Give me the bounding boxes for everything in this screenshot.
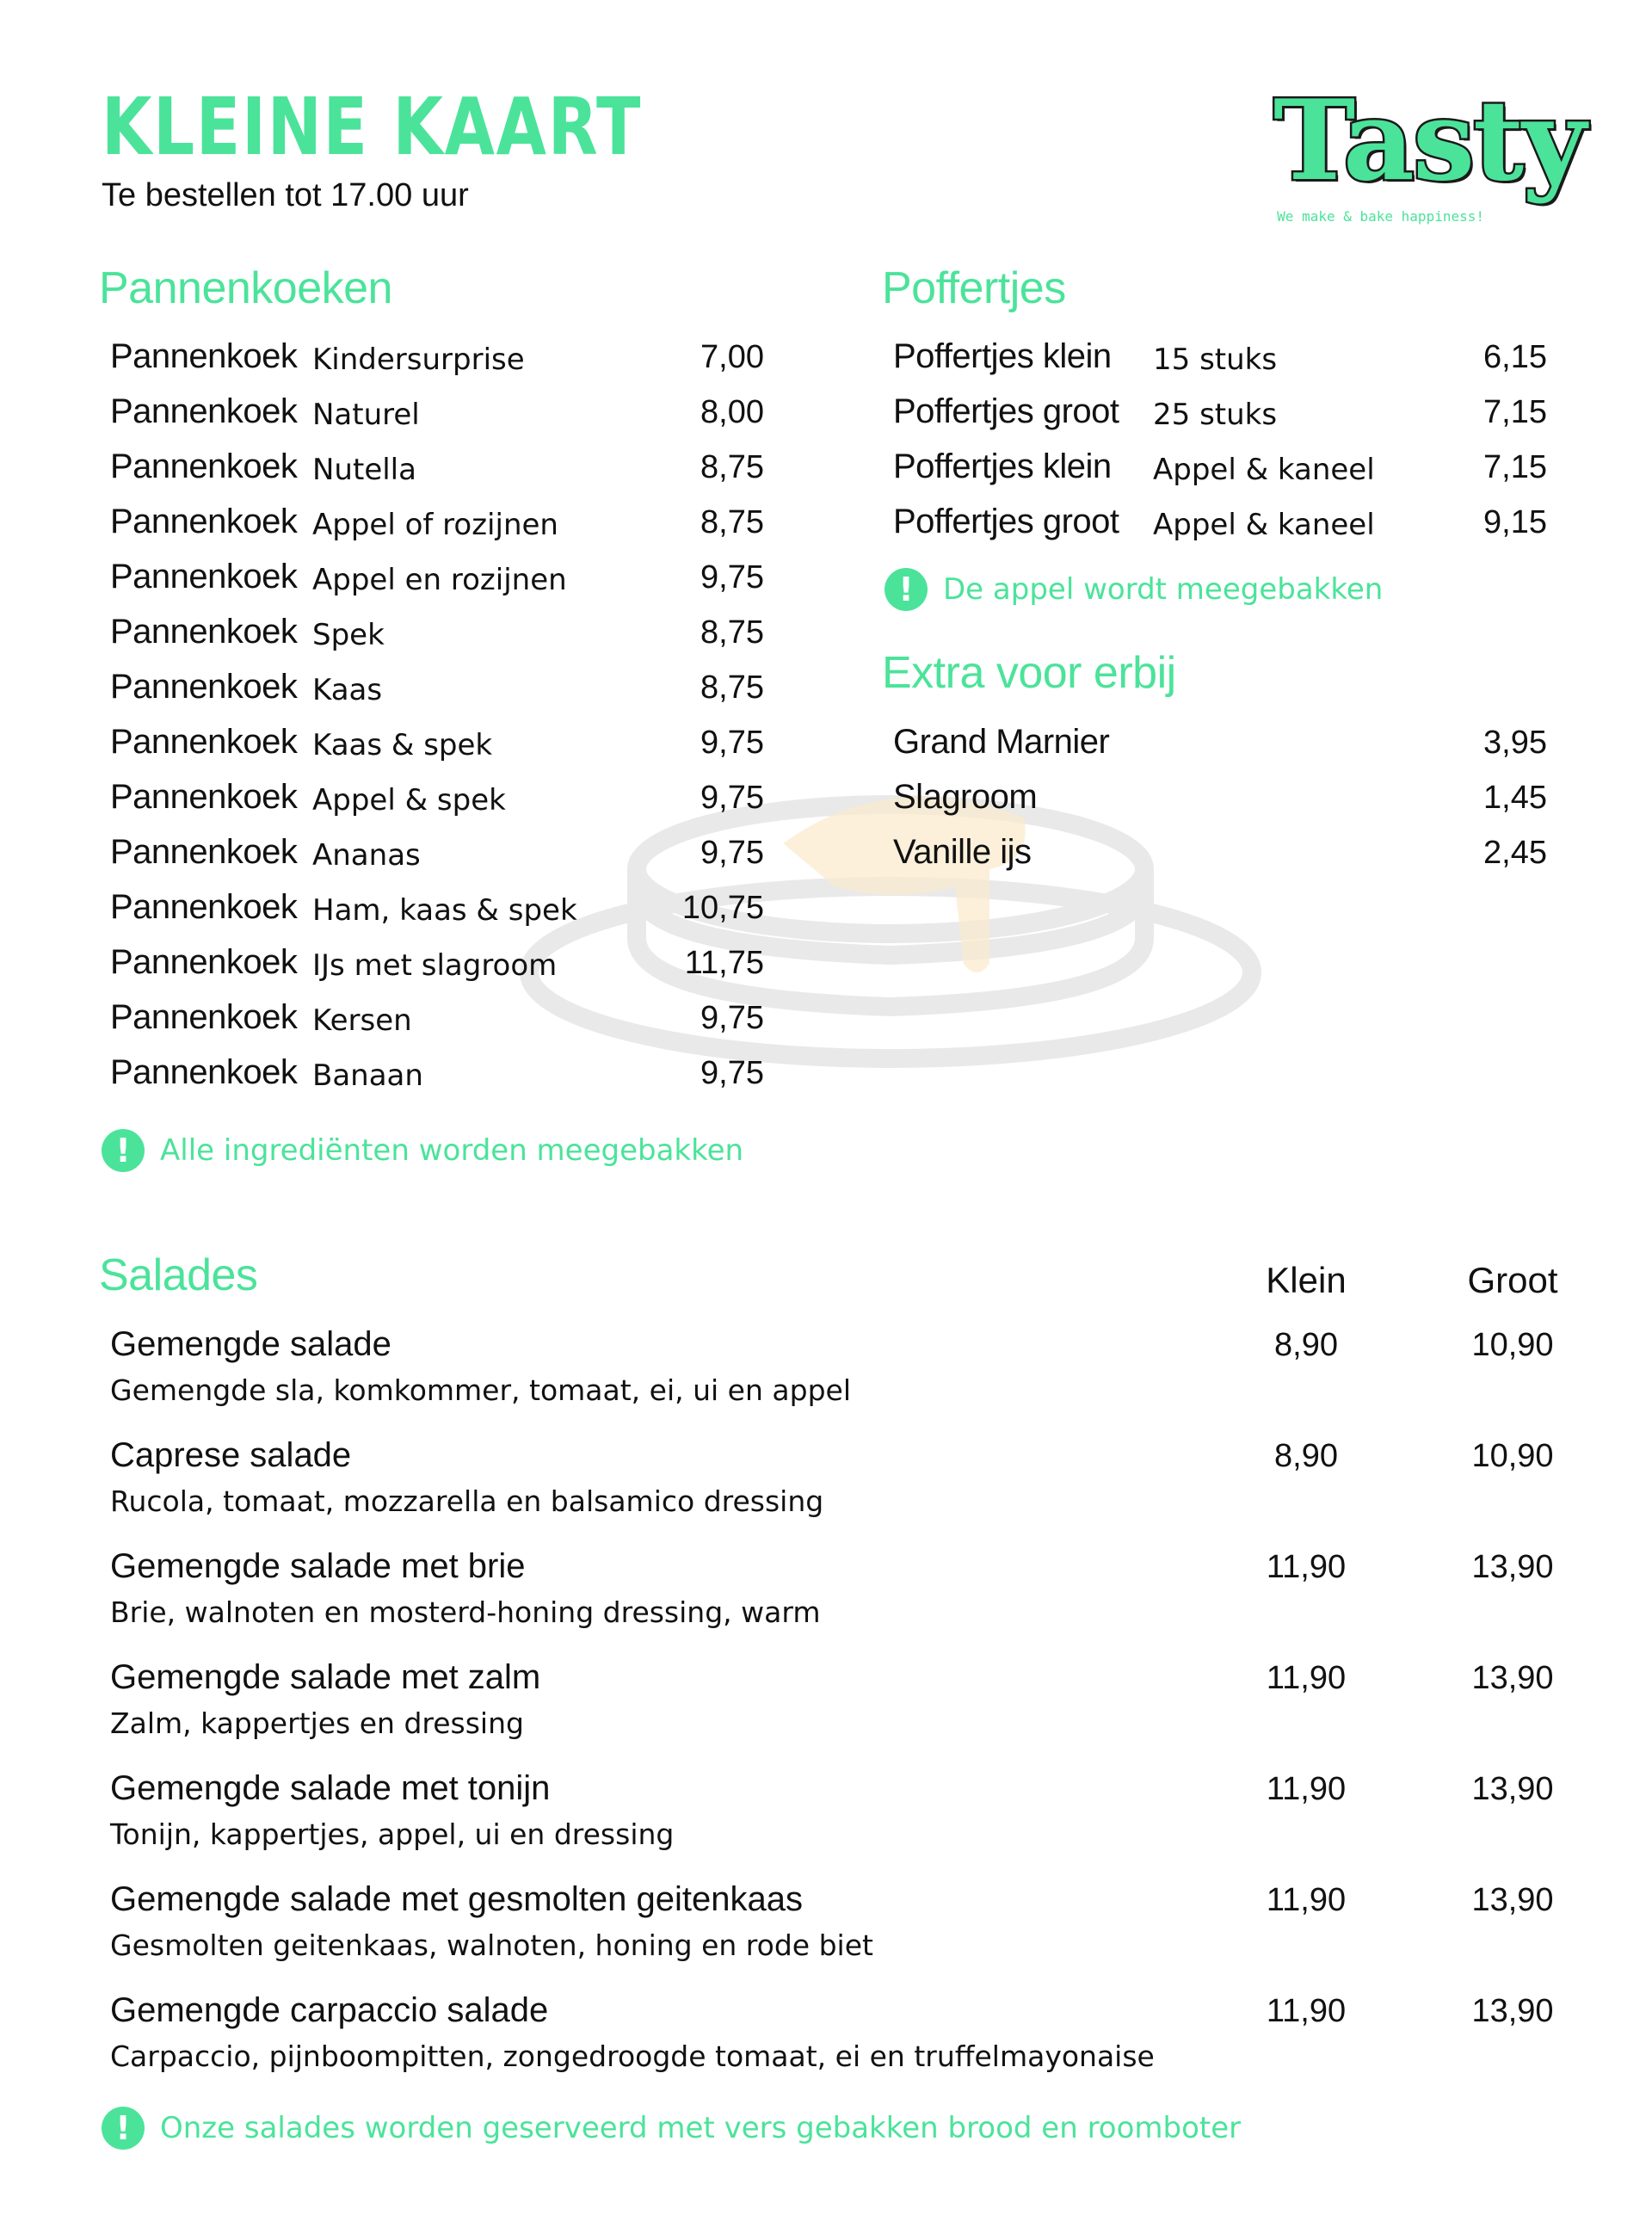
price-klein: 8,90 bbox=[1274, 1438, 1338, 1474]
item-description: Ham, kaas & spek bbox=[312, 893, 577, 928]
price-groot: 10,90 bbox=[1471, 1327, 1554, 1363]
menu-row bbox=[102, 447, 773, 503]
salad-item bbox=[102, 1436, 1564, 1547]
item-description: Ananas bbox=[312, 838, 421, 873]
item-description: Kaas & spek bbox=[312, 728, 493, 762]
price-groot: 13,90 bbox=[1471, 1882, 1554, 1918]
page-title: KLEINE KAART bbox=[102, 81, 643, 173]
item-name: Slagroom bbox=[893, 778, 1038, 816]
note-text: Onze salades worden geserveerd met vers gebakken brood en roomboter bbox=[160, 2111, 1242, 2145]
salad-item bbox=[102, 1547, 1564, 1658]
item-name: Pannenkoek bbox=[110, 392, 298, 430]
column-header-groot: Groot bbox=[1467, 1260, 1558, 1300]
menu-row bbox=[885, 503, 1547, 558]
pannenkoeken-note bbox=[102, 1129, 743, 1172]
exclamation-icon: ! bbox=[885, 568, 928, 611]
item-price: 8,75 bbox=[700, 504, 764, 540]
salades-list bbox=[102, 1325, 1564, 2102]
price-klein: 11,90 bbox=[1266, 1993, 1347, 2029]
section-heading-salades: Salades bbox=[99, 1250, 258, 1300]
item-price: 9,15 bbox=[1483, 504, 1547, 540]
item-name: Grand Marnier bbox=[893, 723, 1110, 761]
item-price: 9,75 bbox=[700, 1000, 764, 1036]
item-name: Pannenkoek bbox=[110, 723, 298, 761]
menu-row bbox=[102, 503, 773, 558]
menu-row bbox=[102, 337, 773, 392]
item-name: Gemengde salade bbox=[110, 1325, 391, 1363]
item-name: Pannenkoek bbox=[110, 337, 298, 375]
price-groot: 13,90 bbox=[1471, 1660, 1554, 1696]
price-klein: 11,90 bbox=[1266, 1660, 1347, 1696]
item-description: Appel & spek bbox=[312, 783, 506, 818]
item-name: Pannenkoek bbox=[110, 1053, 298, 1091]
item-description: Spek bbox=[312, 618, 385, 652]
item-price: 6,15 bbox=[1483, 339, 1547, 375]
menu-row bbox=[102, 392, 773, 447]
item-name: Pannenkoek bbox=[110, 613, 298, 651]
menu-row bbox=[102, 943, 773, 998]
menu-row bbox=[102, 888, 773, 943]
item-price: 9,75 bbox=[700, 835, 764, 871]
item-description: Banaan bbox=[312, 1058, 423, 1093]
item-description: Zalm, kappertjes en dressing bbox=[110, 1706, 524, 1740]
price-groot: 13,90 bbox=[1471, 1771, 1554, 1807]
item-name: Pannenkoek bbox=[110, 447, 298, 485]
item-description: Carpaccio, pijnboompitten, zongedroogde tomaat, ei en truffelmayonaise bbox=[110, 2039, 1155, 2073]
menu-row bbox=[885, 447, 1547, 503]
exclamation-icon: ! bbox=[102, 1129, 145, 1172]
item-price: 7,00 bbox=[700, 339, 764, 375]
item-description: Kersen bbox=[312, 1003, 412, 1038]
item-price: 10,75 bbox=[681, 890, 764, 926]
section-heading-poffertjes: Poffertjes bbox=[882, 263, 1066, 313]
item-price: 8,75 bbox=[700, 614, 764, 651]
menu-row bbox=[102, 778, 773, 833]
item-price: 9,75 bbox=[700, 725, 764, 761]
item-name: Pannenkoek bbox=[110, 503, 298, 540]
item-description: 25 stuks bbox=[1153, 398, 1278, 432]
item-description: Rucola, tomaat, mozzarella en balsamico dressing bbox=[110, 1484, 824, 1518]
column-header-klein: Klein bbox=[1266, 1260, 1347, 1300]
order-time-subtitle: Te bestellen tot 17.00 uur bbox=[102, 177, 469, 213]
menu-row bbox=[885, 337, 1547, 392]
note-text: De appel wordt meegebakken bbox=[943, 572, 1384, 607]
salad-item bbox=[102, 1991, 1564, 2102]
menu-row bbox=[102, 723, 773, 778]
item-name: Poffertjes groot bbox=[893, 503, 1119, 540]
item-description: Nutella bbox=[312, 453, 416, 487]
poffertjes-note bbox=[885, 568, 1383, 611]
menu-row bbox=[102, 668, 773, 723]
item-name: Pannenkoek bbox=[110, 558, 298, 595]
item-name: Pannenkoek bbox=[110, 833, 298, 871]
item-name: Gemengde carpaccio salade bbox=[110, 1991, 549, 2029]
price-groot: 13,90 bbox=[1471, 1549, 1554, 1585]
item-price: 7,15 bbox=[1483, 449, 1547, 485]
logo-tagline: We make & bake happiness! bbox=[1277, 208, 1484, 225]
item-price: 1,45 bbox=[1483, 780, 1547, 816]
item-description: Brie, walnoten en mosterd-honing dressing, warm bbox=[110, 1595, 821, 1629]
item-name: Vanille ijs bbox=[893, 833, 1032, 871]
item-name: Poffertjes groot bbox=[893, 392, 1119, 430]
item-name: Gemengde salade met brie bbox=[110, 1547, 526, 1585]
price-klein: 8,90 bbox=[1274, 1327, 1338, 1363]
menu-row bbox=[885, 392, 1547, 447]
note-text: Alle ingrediënten worden meegebakken bbox=[160, 1133, 744, 1168]
salades-note bbox=[102, 2107, 1241, 2150]
item-description: 15 stuks bbox=[1153, 342, 1278, 377]
pannenkoeken-list bbox=[102, 337, 773, 1108]
price-klein: 11,90 bbox=[1266, 1882, 1347, 1918]
price-groot: 13,90 bbox=[1471, 1993, 1554, 2029]
item-description: Appel en rozijnen bbox=[312, 563, 567, 597]
menu-row bbox=[102, 613, 773, 668]
item-price: 3,95 bbox=[1483, 725, 1547, 761]
item-description: Kaas bbox=[312, 673, 383, 707]
salad-item bbox=[102, 1880, 1564, 1991]
item-price: 8,00 bbox=[700, 394, 764, 430]
item-description: Naturel bbox=[312, 398, 420, 432]
item-description: Appel & kaneel bbox=[1153, 508, 1375, 542]
tasty-logo bbox=[1256, 77, 1585, 232]
item-name: Pannenkoek bbox=[110, 998, 298, 1036]
price-klein: 11,90 bbox=[1266, 1549, 1347, 1585]
item-price: 9,75 bbox=[700, 1055, 764, 1091]
salad-item bbox=[102, 1658, 1564, 1769]
item-price: 7,15 bbox=[1483, 394, 1547, 430]
item-price: 11,75 bbox=[684, 945, 764, 981]
item-description: Appel of rozijnen bbox=[312, 508, 558, 542]
exclamation-icon: ! bbox=[102, 2107, 145, 2150]
item-price: 8,75 bbox=[700, 449, 764, 485]
item-name: Poffertjes klein bbox=[893, 337, 1112, 375]
item-name: Pannenkoek bbox=[110, 943, 298, 981]
extra-list bbox=[885, 723, 1547, 888]
menu-row bbox=[885, 778, 1547, 833]
item-name: Poffertjes klein bbox=[893, 447, 1112, 485]
item-description: IJs met slagroom bbox=[312, 948, 558, 983]
item-description: Appel & kaneel bbox=[1153, 453, 1375, 487]
item-name: Gemengde salade met gesmolten geitenkaas bbox=[110, 1880, 803, 1918]
item-name: Pannenkoek bbox=[110, 888, 298, 926]
salad-item bbox=[102, 1325, 1564, 1436]
salad-item bbox=[102, 1769, 1564, 1880]
menu-row bbox=[102, 833, 773, 888]
menu-row bbox=[885, 723, 1547, 778]
item-name: Pannenkoek bbox=[110, 668, 298, 706]
item-name: Caprese salade bbox=[110, 1436, 352, 1474]
price-groot: 10,90 bbox=[1471, 1438, 1554, 1474]
item-price: 9,75 bbox=[700, 559, 764, 595]
section-heading-extra: Extra voor erbij bbox=[882, 648, 1176, 698]
poffertjes-list bbox=[885, 337, 1547, 558]
item-description: Gesmolten geitenkaas, walnoten, honing en rode biet bbox=[110, 1928, 873, 1962]
item-description: Kindersurprise bbox=[312, 342, 525, 377]
item-name: Pannenkoek bbox=[110, 778, 298, 816]
item-description: Tonijn, kappertjes, appel, ui en dressing bbox=[110, 1817, 675, 1851]
item-description: Gemengde sla, komkommer, tomaat, ei, ui en appel bbox=[110, 1373, 851, 1407]
logo-wordmark: Tasty bbox=[1273, 77, 1585, 206]
item-price: 9,75 bbox=[700, 780, 764, 816]
item-name: Gemengde salade met zalm bbox=[110, 1658, 541, 1696]
price-klein: 11,90 bbox=[1266, 1771, 1347, 1807]
item-price: 2,45 bbox=[1483, 835, 1547, 871]
menu-row bbox=[885, 833, 1547, 888]
item-price: 8,75 bbox=[700, 670, 764, 706]
item-name: Gemengde salade met tonijn bbox=[110, 1769, 551, 1807]
menu-row bbox=[102, 558, 773, 613]
section-heading-pannenkoeken: Pannenkoeken bbox=[99, 263, 392, 313]
menu-row bbox=[102, 998, 773, 1053]
menu-row bbox=[102, 1053, 773, 1108]
